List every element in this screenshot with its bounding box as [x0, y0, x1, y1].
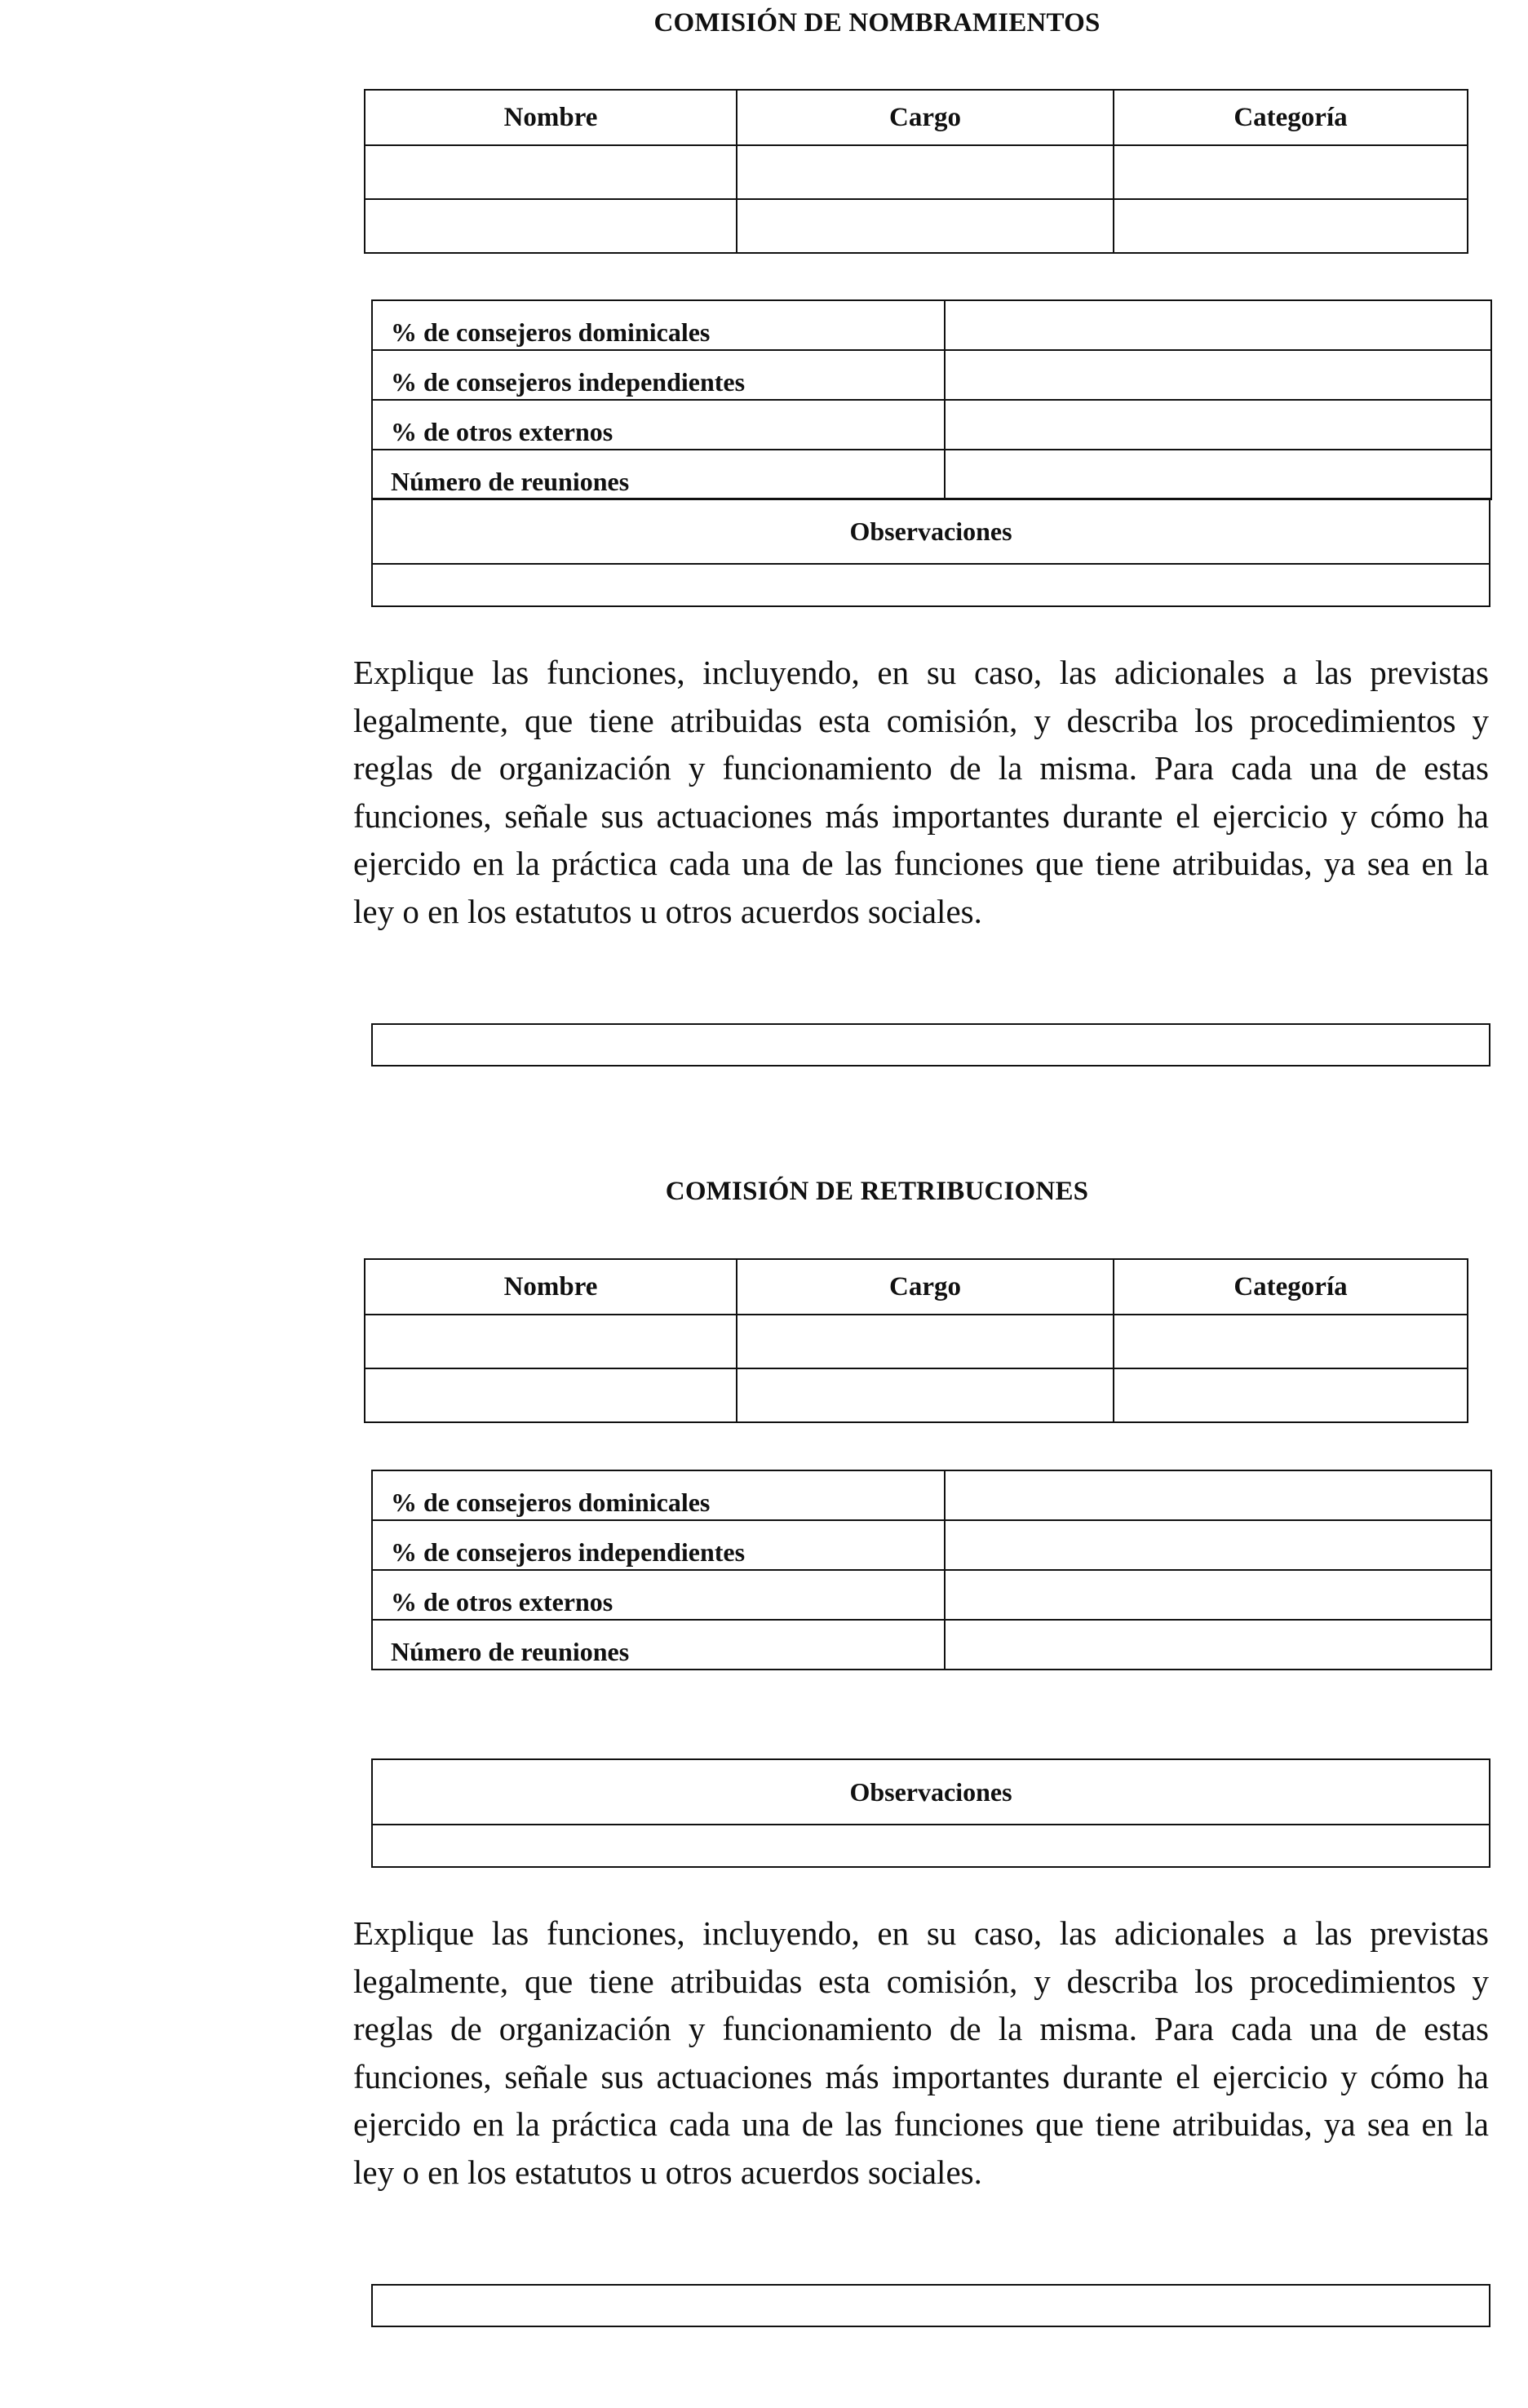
- table-row: [372, 1520, 1491, 1570]
- cell-cargo-input[interactable]: [737, 199, 1114, 253]
- cell-cargo-input[interactable]: [737, 145, 1114, 199]
- cell-categoria-input[interactable]: [1114, 145, 1468, 199]
- table-row: [372, 1570, 1491, 1620]
- observations-input[interactable]: [372, 1825, 1490, 1867]
- observations-table-nombramientos: [371, 498, 1490, 607]
- instructions-paragraph: Explique las funciones, incluyendo, en su caso, las adicionales a las previstas legalmente, que tiene atribuidas esta comisión, y describa los procedimientos y reglas de organización y funcionamiento de la misma. Para cada una de estas funciones, señale sus actuaciones más importantes durante el ejercicio y cómo ha ejercido en la práctica cada una de las funciones que tiene atribuidas, ya sea en la ley o en los estatutos u otros acuerdos sociales.: [353, 654, 1489, 930]
- functions-answer-box[interactable]: [371, 1023, 1490, 1067]
- cell-categoria-input[interactable]: [1114, 1315, 1468, 1368]
- value-otros-externos-input[interactable]: [945, 1570, 1491, 1620]
- members-table-nombramientos: [364, 89, 1468, 254]
- cell-nombre-input[interactable]: [365, 199, 737, 253]
- value-independientes-input[interactable]: [945, 350, 1491, 400]
- composition-table-retribuciones: [371, 1470, 1492, 1670]
- members-header-row: [365, 1259, 1468, 1315]
- value-otros-externos-input[interactable]: [945, 400, 1491, 450]
- header-categoria: Categoría: [1114, 1259, 1468, 1315]
- table-row: [365, 199, 1468, 253]
- label-otros-externos: % de otros externos: [372, 1570, 945, 1620]
- functions-answer-box[interactable]: [371, 2284, 1490, 2327]
- header-categoria: Categoría: [1114, 90, 1468, 145]
- instructions-paragraph: Explique las funciones, incluyendo, en su caso, las adicionales a las previstas legalmente, que tiene atribuidas esta comisión, y describa los procedimientos y reglas de organización y funcionamiento de la misma. Para cada una de estas funciones, señale sus actuaciones más importantes durante el ejercicio y cómo ha ejercido en la práctica cada una de las funciones que tiene atribuidas, ya sea en la ley o en los estatutos u otros acuerdos sociales.: [353, 1914, 1489, 2191]
- cell-nombre-input[interactable]: [365, 145, 737, 199]
- header-nombre: Nombre: [365, 1259, 737, 1315]
- value-dominicales-input[interactable]: [945, 300, 1491, 350]
- label-reuniones: Número de reuniones: [372, 1620, 945, 1670]
- section-title-nombramientos: COMISIÓN DE NOMBRAMIENTOS: [653, 8, 1101, 38]
- label-otros-externos: % de otros externos: [372, 400, 945, 450]
- value-dominicales-input[interactable]: [945, 1470, 1491, 1520]
- label-independientes: % de consejeros independientes: [372, 1520, 945, 1570]
- observations-label: Observaciones: [372, 499, 1490, 564]
- observations-input[interactable]: [372, 564, 1490, 606]
- label-dominicales: % de consejeros dominicales: [372, 1470, 945, 1520]
- section-title-retribuciones: COMISIÓN DE RETRIBUCIONES: [665, 1177, 1089, 1206]
- label-independientes: % de consejeros independientes: [372, 350, 945, 400]
- cell-nombre-input[interactable]: [365, 1315, 737, 1368]
- header-cargo: Cargo: [737, 1259, 1114, 1315]
- cell-cargo-input[interactable]: [737, 1368, 1114, 1422]
- table-row: [372, 300, 1491, 350]
- table-row: [372, 400, 1491, 450]
- cell-nombre-input[interactable]: [365, 1368, 737, 1422]
- table-row: [372, 1470, 1491, 1520]
- composition-table-nombramientos: [371, 299, 1492, 500]
- value-reuniones-input[interactable]: [945, 450, 1491, 499]
- members-table-retribuciones: [364, 1258, 1468, 1423]
- header-nombre: Nombre: [365, 90, 737, 145]
- value-independientes-input[interactable]: [945, 1520, 1491, 1570]
- cell-categoria-input[interactable]: [1114, 199, 1468, 253]
- cell-categoria-input[interactable]: [1114, 1368, 1468, 1422]
- observations-label: Observaciones: [372, 1759, 1490, 1825]
- table-row: [365, 1315, 1468, 1368]
- header-cargo: Cargo: [737, 90, 1114, 145]
- observations-table-retribuciones: [371, 1758, 1490, 1868]
- members-header-row: [365, 90, 1468, 145]
- label-dominicales: % de consejeros dominicales: [372, 300, 945, 350]
- table-row: [365, 1368, 1468, 1422]
- table-row: [365, 145, 1468, 199]
- cell-cargo-input[interactable]: [737, 1315, 1114, 1368]
- table-row: [372, 450, 1491, 499]
- value-reuniones-input[interactable]: [945, 1620, 1491, 1670]
- label-reuniones: Número de reuniones: [372, 450, 945, 499]
- table-row: [372, 1620, 1491, 1670]
- table-row: [372, 350, 1491, 400]
